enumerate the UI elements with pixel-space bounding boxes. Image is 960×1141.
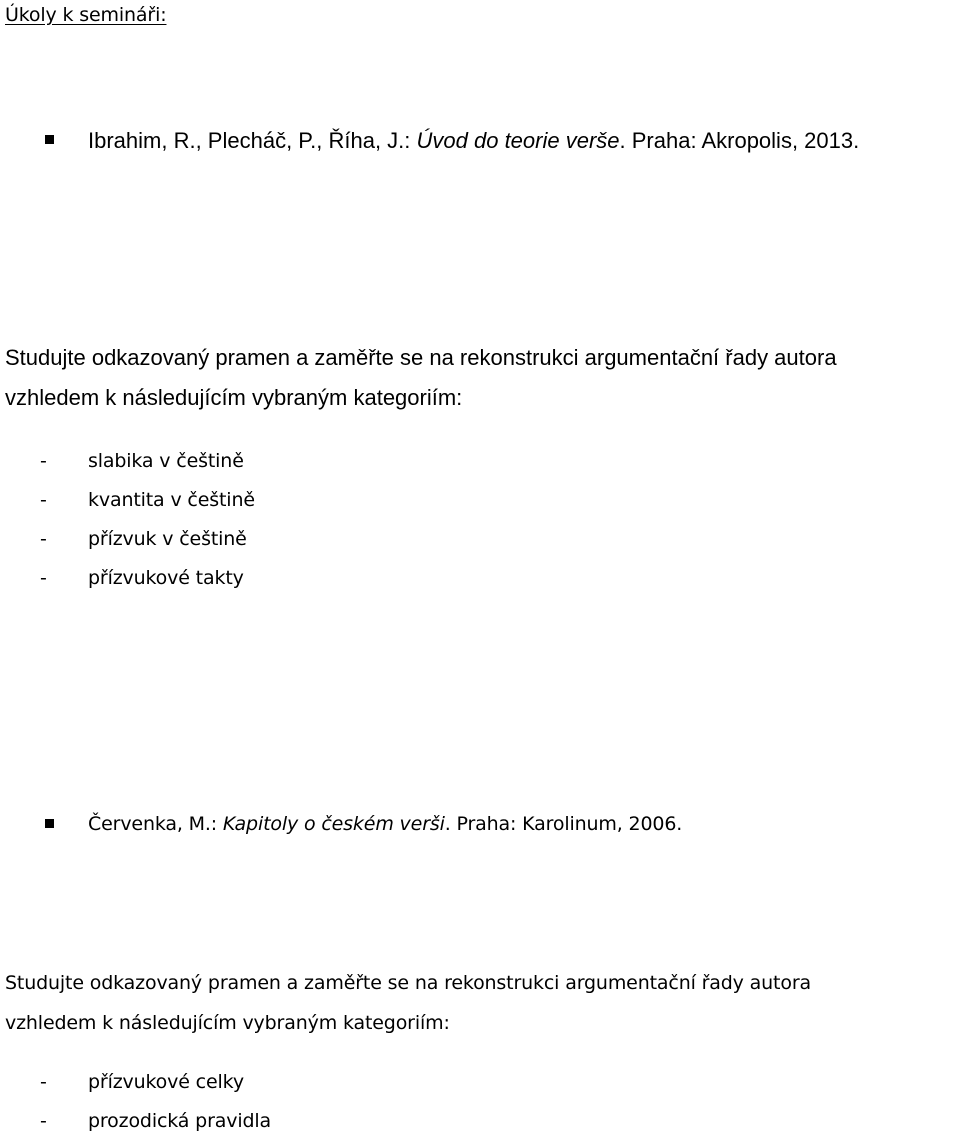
citation-publisher: . Praha: Akropolis, 2013. bbox=[619, 128, 860, 153]
instruction-paragraph-1 bbox=[5, 338, 960, 418]
citation-2 bbox=[88, 813, 682, 835]
instruction-line: vzhledem k následujícím vybraným kategoriím: bbox=[5, 1012, 450, 1034]
dash-bullet: - bbox=[40, 450, 47, 472]
dash-bullet: - bbox=[40, 528, 47, 550]
list-item-label: přízvukové celky bbox=[88, 1071, 244, 1093]
page-heading: Úkoly k semináři: bbox=[5, 4, 167, 26]
list-item-label: přízvuk v češtině bbox=[88, 528, 247, 550]
citation-authors: Ibrahim, R., Plecháč, P., Říha, J.: bbox=[88, 128, 417, 153]
instruction-line: Studujte odkazovaný pramen a zaměřte se na rekonstrukci argumentační řady autora bbox=[5, 972, 811, 994]
citation-title: Kapitoly o českém verši bbox=[222, 813, 445, 835]
square-bullet-icon bbox=[45, 819, 54, 828]
list-item-label: přízvukové takty bbox=[88, 567, 244, 589]
dash-bullet: - bbox=[40, 1110, 47, 1132]
dash-bullet: - bbox=[40, 1071, 47, 1093]
citation-publisher: . Praha: Karolinum, 2006. bbox=[444, 813, 683, 835]
square-bullet-icon bbox=[45, 135, 54, 144]
instruction-line: Studujte odkazovaný pramen a zaměřte se na rekonstrukci argumentační řady autora bbox=[5, 345, 837, 370]
instruction-line: vzhledem k následujícím vybraným kategoriím: bbox=[5, 385, 463, 410]
dash-bullet: - bbox=[40, 567, 47, 589]
citation-authors: Červenka, M.: bbox=[88, 813, 223, 835]
list-item-label: slabika v češtině bbox=[88, 450, 244, 472]
citation-title: Úvod do teorie verše bbox=[416, 128, 620, 153]
citation-1 bbox=[88, 128, 859, 154]
list-item-label: prozodická pravidla bbox=[88, 1110, 271, 1132]
instruction-paragraph-2 bbox=[5, 963, 960, 1043]
dash-bullet: - bbox=[40, 489, 47, 511]
list-item-label: kvantita v češtině bbox=[88, 489, 255, 511]
